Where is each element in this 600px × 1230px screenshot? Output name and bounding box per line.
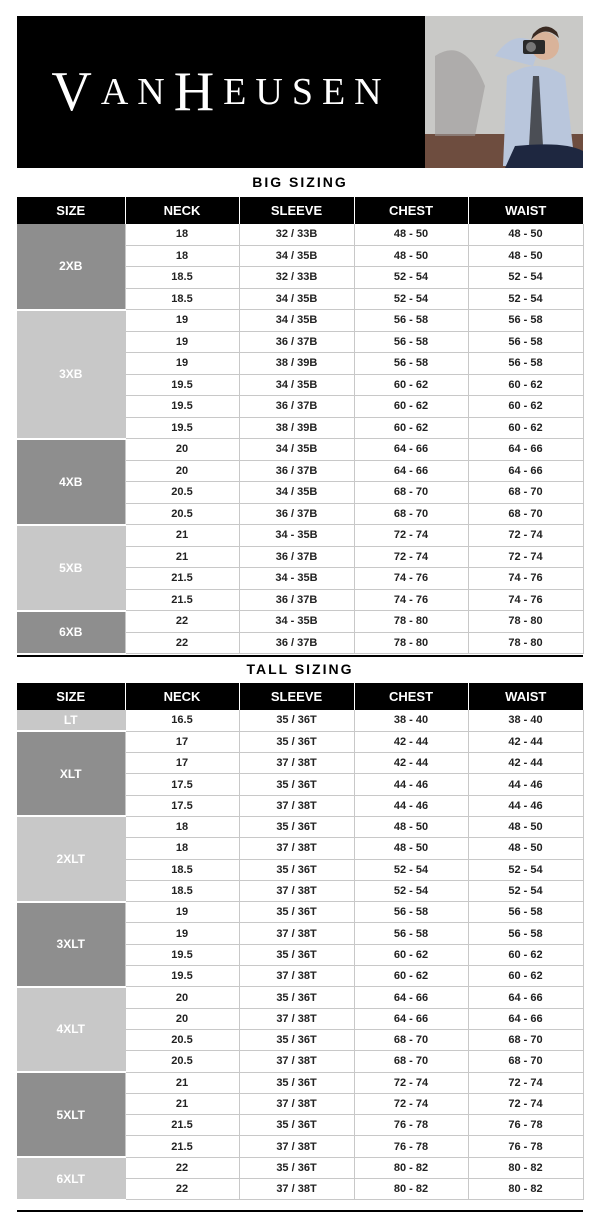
waist-cell: 72 - 74 [468, 546, 583, 568]
sleeve-cell: 37 / 38T [239, 795, 354, 816]
table-row [17, 611, 583, 633]
waist-cell: 52 - 54 [468, 880, 583, 901]
sleeve-cell: 36 / 37B [239, 331, 354, 353]
sleeve-cell: 37 / 38T [239, 1136, 354, 1157]
neck-cell: 17 [125, 731, 239, 752]
size-label-cell: 6XB [17, 611, 125, 654]
size-label-cell: 2XLT [17, 816, 125, 901]
sleeve-cell: 32 / 33B [239, 267, 354, 289]
waist-cell: 64 - 66 [468, 460, 583, 482]
chest-cell: 60 - 62 [354, 417, 468, 439]
chest-cell: 56 - 58 [354, 353, 468, 375]
waist-cell: 60 - 62 [468, 417, 583, 439]
waist-cell: 78 - 80 [468, 632, 583, 654]
table-row [17, 525, 583, 547]
neck-cell: 18.5 [125, 267, 239, 289]
chest-cell: 64 - 66 [354, 987, 468, 1008]
waist-cell: 48 - 50 [468, 224, 583, 245]
sleeve-cell: 36 / 37B [239, 460, 354, 482]
brand-logo: V AN H EUSEN [51, 61, 391, 123]
neck-cell: 17.5 [125, 774, 239, 795]
chest-cell: 68 - 70 [354, 482, 468, 504]
chest-cell: 60 - 62 [354, 396, 468, 418]
sleeve-cell: 37 / 38T [239, 923, 354, 944]
chest-cell: 60 - 62 [354, 944, 468, 965]
header-sleeve: SLEEVE [239, 197, 354, 224]
waist-cell: 56 - 58 [468, 353, 583, 375]
waist-cell: 64 - 66 [468, 439, 583, 461]
table-row [17, 731, 583, 752]
neck-cell: 22 [125, 1179, 239, 1200]
waist-cell: 74 - 76 [468, 568, 583, 590]
neck-cell: 19.5 [125, 374, 239, 396]
chest-cell: 52 - 54 [354, 288, 468, 310]
chest-cell: 56 - 58 [354, 331, 468, 353]
chest-cell: 78 - 80 [354, 632, 468, 654]
size-label-cell: 5XLT [17, 1072, 125, 1157]
waist-cell: 64 - 66 [468, 1008, 583, 1029]
waist-cell: 68 - 70 [468, 1029, 583, 1050]
neck-cell: 19 [125, 923, 239, 944]
chest-cell: 56 - 58 [354, 310, 468, 332]
sleeve-cell: 36 / 37B [239, 396, 354, 418]
waist-cell: 74 - 76 [468, 589, 583, 611]
sleeve-cell: 37 / 38T [239, 1008, 354, 1029]
neck-cell: 18.5 [125, 859, 239, 880]
neck-cell: 19 [125, 353, 239, 375]
neck-cell: 19 [125, 310, 239, 332]
waist-cell: 80 - 82 [468, 1179, 583, 1200]
waist-cell: 56 - 58 [468, 331, 583, 353]
size-label-cell: 3XLT [17, 902, 125, 987]
chest-cell: 80 - 82 [354, 1179, 468, 1200]
waist-cell: 48 - 50 [468, 245, 583, 267]
chest-cell: 74 - 76 [354, 568, 468, 590]
big-sizing-table [17, 197, 584, 655]
table-row [17, 224, 583, 245]
waist-cell: 60 - 62 [468, 966, 583, 987]
header-chest: CHEST [354, 197, 468, 224]
sleeve-cell: 36 / 37B [239, 546, 354, 568]
neck-cell: 18 [125, 816, 239, 837]
neck-cell: 18 [125, 224, 239, 245]
sleeve-cell: 37 / 38T [239, 1179, 354, 1200]
neck-cell: 16.5 [125, 710, 239, 731]
waist-cell: 72 - 74 [468, 525, 583, 547]
chest-cell: 64 - 66 [354, 1008, 468, 1029]
neck-cell: 20 [125, 460, 239, 482]
header-waist: WAIST [468, 197, 583, 224]
waist-cell: 60 - 62 [468, 396, 583, 418]
sleeve-cell: 34 / 35B [239, 310, 354, 332]
table-row [17, 710, 583, 731]
neck-cell: 20 [125, 1008, 239, 1029]
sleeve-cell: 35 / 36T [239, 1072, 354, 1093]
sleeve-cell: 34 / 35B [239, 288, 354, 310]
tall-sizing-table [17, 683, 584, 1201]
chest-cell: 74 - 76 [354, 589, 468, 611]
neck-cell: 20 [125, 439, 239, 461]
neck-cell: 20.5 [125, 1029, 239, 1050]
header-size: SIZE [17, 683, 125, 710]
waist-cell: 38 - 40 [468, 710, 583, 731]
neck-cell: 19 [125, 331, 239, 353]
chest-cell: 56 - 58 [354, 923, 468, 944]
chest-cell: 78 - 80 [354, 611, 468, 633]
table-row [17, 310, 583, 332]
table-row [17, 439, 583, 461]
chest-cell: 76 - 78 [354, 1136, 468, 1157]
size-label-cell: XLT [17, 731, 125, 816]
chest-cell: 52 - 54 [354, 880, 468, 901]
sleeve-cell: 34 - 35B [239, 611, 354, 633]
chest-cell: 72 - 74 [354, 1072, 468, 1093]
header-neck: NECK [125, 683, 239, 710]
header-neck: NECK [125, 197, 239, 224]
chest-cell: 48 - 50 [354, 816, 468, 837]
chest-cell: 52 - 54 [354, 267, 468, 289]
size-label-cell: 6XLT [17, 1157, 125, 1200]
neck-cell: 21 [125, 1093, 239, 1114]
waist-cell: 76 - 78 [468, 1136, 583, 1157]
waist-cell: 52 - 54 [468, 288, 583, 310]
neck-cell: 21.5 [125, 1136, 239, 1157]
sleeve-cell: 37 / 38T [239, 966, 354, 987]
sleeve-cell: 37 / 38T [239, 753, 354, 774]
chest-cell: 68 - 70 [354, 1051, 468, 1072]
chest-cell: 48 - 50 [354, 838, 468, 859]
neck-cell: 19 [125, 902, 239, 923]
chest-cell: 68 - 70 [354, 503, 468, 525]
chest-cell: 42 - 44 [354, 753, 468, 774]
chest-cell: 52 - 54 [354, 859, 468, 880]
big-sizing-title: BIG SIZING [252, 174, 348, 190]
sleeve-cell: 35 / 36T [239, 944, 354, 965]
neck-cell: 21.5 [125, 589, 239, 611]
neck-cell: 21.5 [125, 1115, 239, 1136]
chest-cell: 72 - 74 [354, 546, 468, 568]
table-row [17, 1072, 583, 1093]
header-size: SIZE [17, 197, 125, 224]
tall-sizing-body [17, 710, 583, 1200]
chest-cell: 80 - 82 [354, 1157, 468, 1178]
neck-cell: 18.5 [125, 288, 239, 310]
neck-cell: 22 [125, 632, 239, 654]
waist-cell: 64 - 66 [468, 987, 583, 1008]
size-label-cell: LT [17, 710, 125, 731]
waist-cell: 80 - 82 [468, 1157, 583, 1178]
waist-cell: 68 - 70 [468, 503, 583, 525]
chest-cell: 48 - 50 [354, 224, 468, 245]
sleeve-cell: 35 / 36T [239, 710, 354, 731]
neck-cell: 19.5 [125, 396, 239, 418]
sleeve-cell: 34 / 35B [239, 374, 354, 396]
chest-cell: 72 - 74 [354, 1093, 468, 1114]
waist-cell: 68 - 70 [468, 1051, 583, 1072]
waist-cell: 44 - 46 [468, 795, 583, 816]
chest-cell: 44 - 46 [354, 795, 468, 816]
waist-cell: 60 - 62 [468, 944, 583, 965]
chest-cell: 72 - 74 [354, 525, 468, 547]
size-label-cell: 4XLT [17, 987, 125, 1072]
size-label-cell: 5XB [17, 525, 125, 611]
header-waist: WAIST [468, 683, 583, 710]
table-row [17, 902, 583, 923]
waist-cell: 42 - 44 [468, 753, 583, 774]
sleeve-cell: 35 / 36T [239, 902, 354, 923]
sleeve-cell: 38 / 39B [239, 353, 354, 375]
neck-cell: 19.5 [125, 417, 239, 439]
sleeve-cell: 38 / 39B [239, 417, 354, 439]
table-header-row [17, 683, 583, 710]
neck-cell: 19.5 [125, 944, 239, 965]
waist-cell: 78 - 80 [468, 611, 583, 633]
sleeve-cell: 34 / 35B [239, 482, 354, 504]
sleeve-cell: 34 / 35B [239, 439, 354, 461]
sleeve-cell: 36 / 37B [239, 503, 354, 525]
neck-cell: 17.5 [125, 795, 239, 816]
table-row [17, 987, 583, 1008]
sleeve-cell: 34 - 35B [239, 568, 354, 590]
waist-cell: 52 - 54 [468, 267, 583, 289]
sleeve-cell: 35 / 36T [239, 774, 354, 795]
neck-cell: 19.5 [125, 966, 239, 987]
neck-cell: 18.5 [125, 880, 239, 901]
waist-cell: 68 - 70 [468, 482, 583, 504]
waist-cell: 44 - 46 [468, 774, 583, 795]
big-sizing-body [17, 224, 583, 654]
model-photo [425, 16, 583, 168]
waist-cell: 42 - 44 [468, 731, 583, 752]
sleeve-cell: 37 / 38T [239, 880, 354, 901]
neck-cell: 18 [125, 245, 239, 267]
sleeve-cell: 35 / 36T [239, 816, 354, 837]
brand-header [17, 16, 583, 168]
divider [17, 655, 583, 657]
sleeve-cell: 35 / 36T [239, 1157, 354, 1178]
neck-cell: 21.5 [125, 568, 239, 590]
chest-cell: 64 - 66 [354, 439, 468, 461]
neck-cell: 22 [125, 1157, 239, 1178]
sleeve-cell: 37 / 38T [239, 1093, 354, 1114]
sleeve-cell: 35 / 36T [239, 731, 354, 752]
waist-cell: 60 - 62 [468, 374, 583, 396]
neck-cell: 21 [125, 525, 239, 547]
sleeve-cell: 32 / 33B [239, 224, 354, 245]
table-row [17, 1157, 583, 1178]
sleeve-cell: 35 / 36T [239, 859, 354, 880]
neck-cell: 20 [125, 987, 239, 1008]
sleeve-cell: 37 / 38T [239, 1051, 354, 1072]
waist-cell: 72 - 74 [468, 1072, 583, 1093]
chest-cell: 56 - 58 [354, 902, 468, 923]
table-header-row [17, 197, 583, 224]
chest-cell: 68 - 70 [354, 1029, 468, 1050]
sleeve-cell: 34 - 35B [239, 525, 354, 547]
header-chest: CHEST [354, 683, 468, 710]
chest-cell: 60 - 62 [354, 374, 468, 396]
waist-cell: 76 - 78 [468, 1115, 583, 1136]
neck-cell: 20.5 [125, 1051, 239, 1072]
waist-cell: 56 - 58 [468, 310, 583, 332]
chest-cell: 48 - 50 [354, 245, 468, 267]
neck-cell: 18 [125, 838, 239, 859]
chest-cell: 44 - 46 [354, 774, 468, 795]
size-label-cell: 2XB [17, 224, 125, 310]
size-label-cell: 4XB [17, 439, 125, 525]
neck-cell: 17 [125, 753, 239, 774]
neck-cell: 21 [125, 546, 239, 568]
chest-cell: 42 - 44 [354, 731, 468, 752]
sleeve-cell: 35 / 36T [239, 1029, 354, 1050]
chest-cell: 64 - 66 [354, 460, 468, 482]
chest-cell: 38 - 40 [354, 710, 468, 731]
divider [17, 1210, 583, 1212]
table-row [17, 816, 583, 837]
sleeve-cell: 37 / 38T [239, 838, 354, 859]
waist-cell: 52 - 54 [468, 859, 583, 880]
waist-cell: 56 - 58 [468, 902, 583, 923]
waist-cell: 48 - 50 [468, 838, 583, 859]
neck-cell: 21 [125, 1072, 239, 1093]
size-label-cell: 3XB [17, 310, 125, 439]
sleeve-cell: 36 / 37B [239, 589, 354, 611]
waist-cell: 48 - 50 [468, 816, 583, 837]
sleeve-cell: 34 / 35B [239, 245, 354, 267]
sleeve-cell: 35 / 36T [239, 987, 354, 1008]
sleeve-cell: 36 / 37B [239, 632, 354, 654]
neck-cell: 20.5 [125, 503, 239, 525]
neck-cell: 22 [125, 611, 239, 633]
waist-cell: 56 - 58 [468, 923, 583, 944]
header-sleeve: SLEEVE [239, 683, 354, 710]
tall-sizing-title: TALL SIZING [246, 661, 354, 677]
sleeve-cell: 35 / 36T [239, 1115, 354, 1136]
neck-cell: 20.5 [125, 482, 239, 504]
chest-cell: 76 - 78 [354, 1115, 468, 1136]
chest-cell: 60 - 62 [354, 966, 468, 987]
waist-cell: 72 - 74 [468, 1093, 583, 1114]
